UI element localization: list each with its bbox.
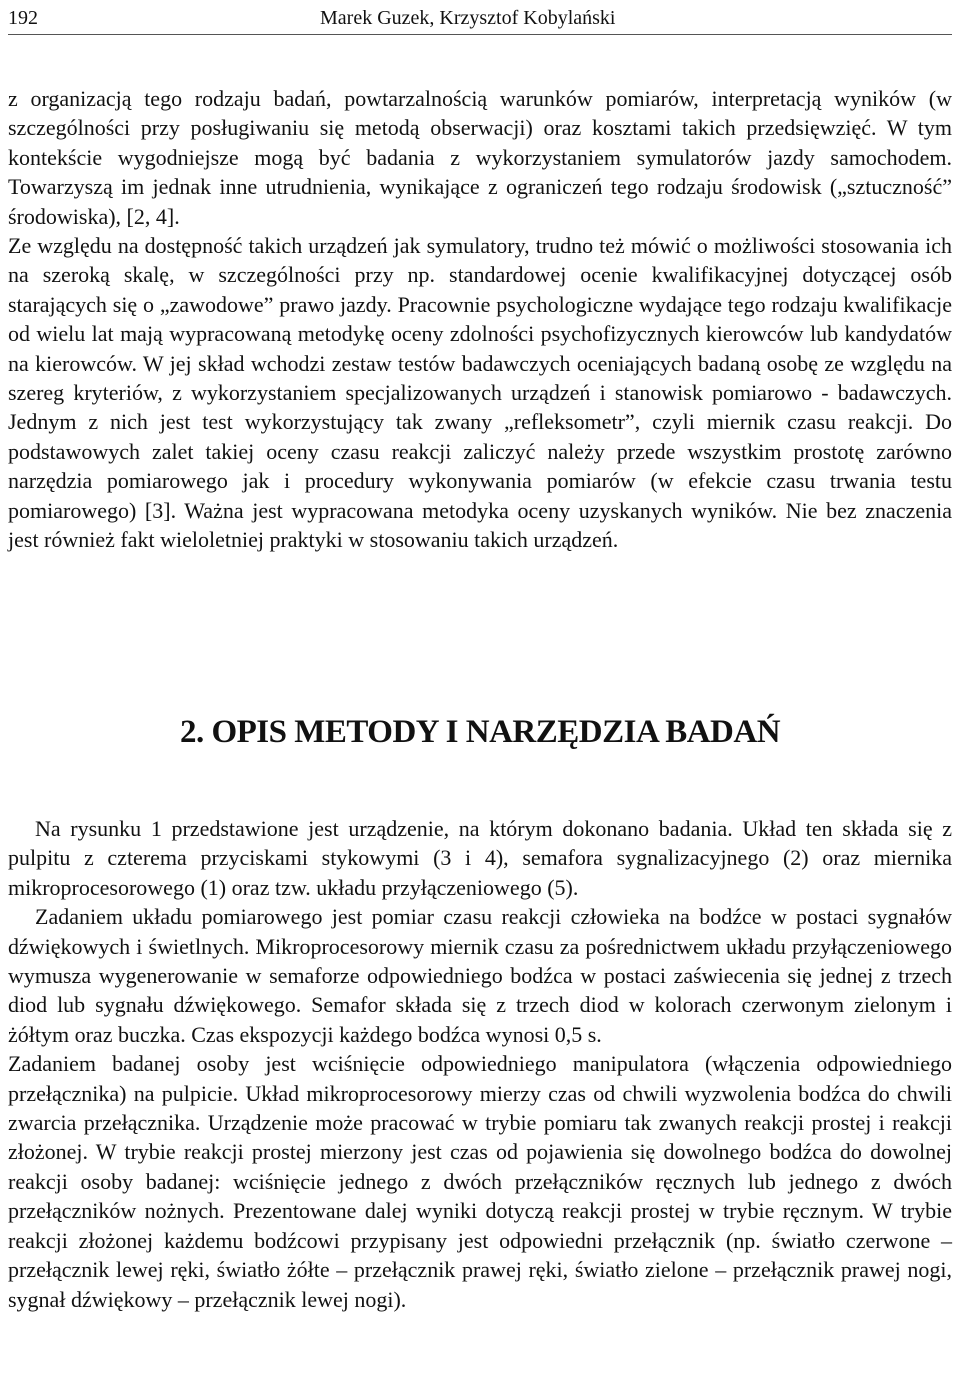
running-header: [8, 4, 952, 35]
section-heading: 2. OPIS METODY I NARZĘDZIA BADAŃ: [179, 714, 781, 750]
running-header-authors: Marek Guzek, Krzysztof Kobylański: [320, 7, 616, 29]
body-paragraph: Zadaniem układu pomiarowego jest pomiar czasu reakcji człowieka na bodźce w postaci sygnałów dźwiękowych i świetlnych. Mikroprocesorowy miernik czasu za pośrednictwem układu przyłączeniowego wymusza wygenerowanie w semaforze odpowiedniego bodźca w postaci zaświecenia się jednej z trzech diod lub sygnału dźwiękowego. Semafor składa się z trzech diod w kolorach czerwonym zielonym i żółtym oraz buczka. Czas ekspozycji każdego bodźca wynosi 0,5 s.: [8, 904, 952, 1047]
body-paragraph: z organizacją tego rodzaju badań, powtarzalnością warunków pomiarów, interpretacją wyników (w szczególności przy posługiwaniu się metodą obserwacji) oraz kosztami takich przedsięwzięć. W tym kontekście wygodniejsze mogą być badania z wykorzystaniem symulatorów jazdy samochodem. Towarzyszą im jednak inne utrudnienia, wynikające z ograniczeń tego rodzaju środowisk („sztuczność” środowiska), [2, 4].: [8, 86, 952, 229]
intro-text-block: [8, 84, 952, 555]
page-number: 192: [8, 7, 38, 29]
body-paragraph: Zadaniem badanej osoby jest wciśnięcie odpowiedniego manipulatora (włączenia odpowiedniego przełącznika) na pulpicie. Układ mikroprocesorowy mierzy czas od chwili wyzwolenia bodźca do chwili zwarcia przełącznika. Urządzenie może pracować w trybie pomiaru tak zwanych reakcji prostej i reakcji złożonej. W trybie reakcji prostej mierzony jest czas od pojawienia się dowolnego bodźca do dowolnej reakcji osoby badanej: wciśnięcie jednego z dwóch przełączników ręcznych lub jednego z dwóch przełączników nożnych. Prezentowane dalej wyniki dotyczą reakcji prostej w trybie ręcznym. W trybie reakcji złożonej każdemu bodźcowi przypisany jest odpowiedni przełącznik (np. światło czerwone – przełącznik lewej ręki, światło żółte – przełącznik prawej ręki, światło zielone – przełącznik prawej nogi, sygnał dźwiękowy – przełącznik lewej nogi).: [8, 1051, 952, 1312]
body-paragraph: Ze względu na dostępność takich urządzeń jak symulatory, trudno też mówić o możliwości stosowania ich na szeroką skalę, w szczególności przy np. standardowej ocenie kwalifikacyjnej dotyczącej osób starających się o „zawodowe” prawo jazdy. Pracownie psychologiczne wydające tego rodzaju kwalifikacje od wielu lat mają wypracowaną metodykę oceny zdolności psychofizycznych kierowców lub kandydatów na kierowców. W jej skład wchodzi zestaw testów badawczych oceniających badaną osobę ze względu na szereg kryteriów, z wykorzystaniem specjalizowanych urządzeń i stanowisk pomiarowo - badawczych. Jednym z nich jest test wykorzystujący tak zwany „refleksometr”, czyli miernik czasu reakcji. Do podstawowych zalet takiej oceny czasu reakcji zaliczyć należy przede wszystkim prostotę zarówno narzędzia pomiarowego jak i procedury wykonywania pomiarów (w efekcie czasu trwania testu pomiarowego) [3]. Ważna jest wypracowana metodyka oceny uzyskanych wyników. Nie bez znaczenia jest również fakt wieloletniej praktyki w stosowaniu takich urządzeń.: [8, 233, 952, 553]
body-paragraph: Na rysunku 1 przedstawione jest urządzenie, na którym dokonano badania. Układ ten składa się z pulpitu z czterema przyciskami stykowymi (3 i 4), semafora sygnalizacyjnego (2) oraz miernika mikroprocesorowego (1) oraz tzw. układu przyłączeniowego (5).: [8, 816, 952, 900]
section-text-block: [8, 814, 952, 1314]
